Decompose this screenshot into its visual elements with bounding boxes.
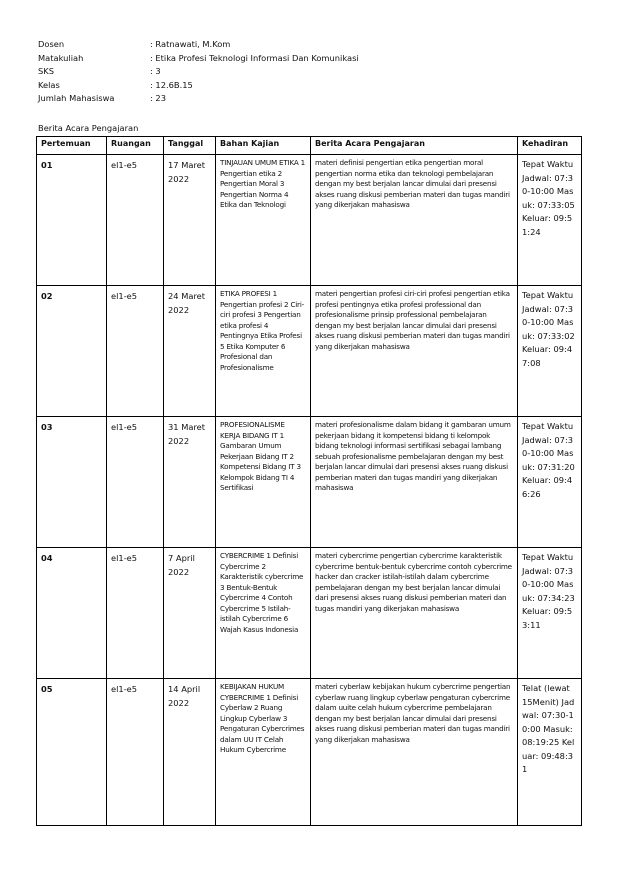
- info-value: : Etika Profesi Teknologi Informasi Dan Komunikasi: [150, 52, 359, 63]
- course-info: [38, 38, 359, 106]
- header-kehadiran: Kehadiran: [518, 137, 582, 155]
- cell-ruangan: el1-e5: [107, 548, 164, 679]
- cell-tanggal: 7 April 2022: [164, 548, 216, 679]
- section-title: Berita Acara Pengajaran: [38, 123, 139, 133]
- cell-ruangan: el1-e5: [107, 417, 164, 548]
- cell-berita-acara: materi profesionalisme dalam bidang it gambaran umum pekerjaan bidang it kompetensi bidang ti kelompok bidang teknologi informasi sertifikasi sebagai lambang sebuah profesionalisme pembelajaran dengan my best berjalan lancar dimulai dari presensi akses ruang diskusi pemberian materi dan tugas mandiri yang dikerjakan mahasiswa: [311, 417, 518, 548]
- header-berita-acara: Berita Acara Pengajaran: [311, 137, 518, 155]
- cell-bahan-kajian: TINJAUAN UMUM ETIKA 1 Pengertian etika 2 Pengertian Moral 3 Pengertian Norma 4 Etika dan Teknologi: [216, 155, 311, 286]
- info-row-sks: [38, 65, 359, 79]
- cell-bahan-kajian: PROFESIONALISME KERJA BIDANG IT 1 Gambaran Umum Pekerjaan Bidang IT 2 Kompetensi Bidang IT 3 Kelompok Bidang TI 4 Sertifikasi: [216, 417, 311, 548]
- cell-berita-acara: materi cybercrime pengertian cybercrime karakteristik cybercrime bentuk-bentuk cybercrime contoh cybercrime hacker dan cracker istilah-istilah dalam cybercrime pembelajaran dengan my best berjalan lancar dimulai dari presensi akses ruang diskusi pemberian materi dan tugas mandiri yang dikerjakan mahasiswa: [311, 548, 518, 679]
- info-row-kelas: [38, 79, 359, 93]
- header-bahan-kajian: Bahan Kajian: [216, 137, 311, 155]
- cell-tanggal: 17 Maret 2022: [164, 155, 216, 286]
- info-row-jumlah-mahasiswa: [38, 92, 359, 106]
- info-label: Dosen: [38, 39, 65, 49]
- info-label: Kelas: [38, 79, 60, 90]
- table-header-row: [37, 137, 582, 155]
- info-row-dosen: [38, 38, 359, 52]
- cell-kehadiran: Tepat Waktu Jadwal: 07:30-10:00 Masuk: 07:31:20 Keluar: 09:46:26: [518, 417, 582, 548]
- table-row: [37, 155, 582, 286]
- info-value: : 23: [150, 93, 166, 103]
- cell-bahan-kajian: KEBIJAKAN HUKUM CYBERCRIME 1 Definisi Cyberlaw 2 Ruang Lingkup Cyberlaw 3 Pengaturan Cybercrimes dalam UU IT Celah Hukum Cybercrime: [216, 679, 311, 826]
- info-label: Matakuliah: [38, 52, 84, 63]
- cell-kehadiran: Tepat Waktu Jadwal: 07:30-10:00 Masuk: 07:33:05 Keluar: 09:51:24: [518, 155, 582, 286]
- cell-pertemuan: 04: [37, 548, 107, 679]
- header-tanggal: Tanggal: [164, 137, 216, 155]
- table-row: [37, 548, 582, 679]
- cell-kehadiran: Tepat Waktu Jadwal: 07:30-10:00 Masuk: 07:33:02 Keluar: 09:47:08: [518, 286, 582, 417]
- table-row: [37, 679, 582, 826]
- info-value: : 12.6B.15: [150, 79, 193, 90]
- cell-kehadiran: Telat (lewat 15Menit) Jadwal: 07:30-10:00 Masuk: 08:19:25 Keluar: 09:48:31: [518, 679, 582, 826]
- cell-ruangan: el1-e5: [107, 679, 164, 826]
- cell-ruangan: el1-e5: [107, 155, 164, 286]
- cell-tanggal: 14 April 2022: [164, 679, 216, 826]
- cell-berita-acara: materi definisi pengertian etika pengertian moral pengertian norma etika dan teknologi pembelajaran dengan my best berjalan lancar dimulai dari presensi akses ruang diskusi pemberian materi dan tugas mandiri yang dikerjakan mahasiswa: [311, 155, 518, 286]
- cell-ruangan: el1-e5: [107, 286, 164, 417]
- cell-kehadiran: Tepat Waktu Jadwal: 07:30-10:00 Masuk: 07:34:23 Keluar: 09:53:11: [518, 548, 582, 679]
- cell-pertemuan: 03: [37, 417, 107, 548]
- cell-pertemuan: 05: [37, 679, 107, 826]
- info-value: : 3: [150, 66, 161, 76]
- cell-berita-acara: materi cyberlaw kebijakan hukum cybercrime pengertian cyberlaw ruang lingkup cyberlaw pengaturan cybercrime dalam uuite celah hukum cybercrime pembelajaran dengan my best berjalan lancar dimulai dari presensi akses ruang diskusi pemberian materi dan tugas mandiri yang dikerjakan mahasiswa: [311, 679, 518, 826]
- header-pertemuan: Pertemuan: [37, 137, 107, 155]
- berita-acara-table: [36, 136, 582, 826]
- header-ruangan: Ruangan: [107, 137, 164, 155]
- cell-bahan-kajian: CYBERCRIME 1 Definisi Cybercrime 2 Karakteristik cybercrime 3 Bentuk-Bentuk Cybercrime 4 Contoh Cybercrime 5 Istilah-istilah Cybercrime 6 Wajah Kasus Indonesia: [216, 548, 311, 679]
- info-row-matakuliah: [38, 52, 359, 66]
- info-label: Jumlah Mahasiswa: [38, 93, 115, 103]
- cell-tanggal: 31 Maret 2022: [164, 417, 216, 548]
- info-label: SKS: [38, 66, 54, 76]
- table-row: [37, 286, 582, 417]
- cell-pertemuan: 02: [37, 286, 107, 417]
- cell-tanggal: 24 Maret 2022: [164, 286, 216, 417]
- cell-bahan-kajian: ETIKA PROFESI 1 Pengertian profesi 2 Ciri-ciri profesi 3 Pengertian etika profesi 4 Pentingnya Etika Profesi 5 Etika Komputer 6 Profesional dan Profesionalisme: [216, 286, 311, 417]
- cell-berita-acara: materi pengertian profesi ciri-ciri profesi pengertian etika profesi pentingnya etika profesi professional dan profesionalisme prinsip professional pembelajaran dengan my best berjalan lancar dimulai dari presensi akses ruang diskusi pemberian materi dan tugas mandiri yang dikerjakan mahasiswa: [311, 286, 518, 417]
- info-value: : Ratnawati, M.Kom: [150, 39, 231, 49]
- table-row: [37, 417, 582, 548]
- cell-pertemuan: 01: [37, 155, 107, 286]
